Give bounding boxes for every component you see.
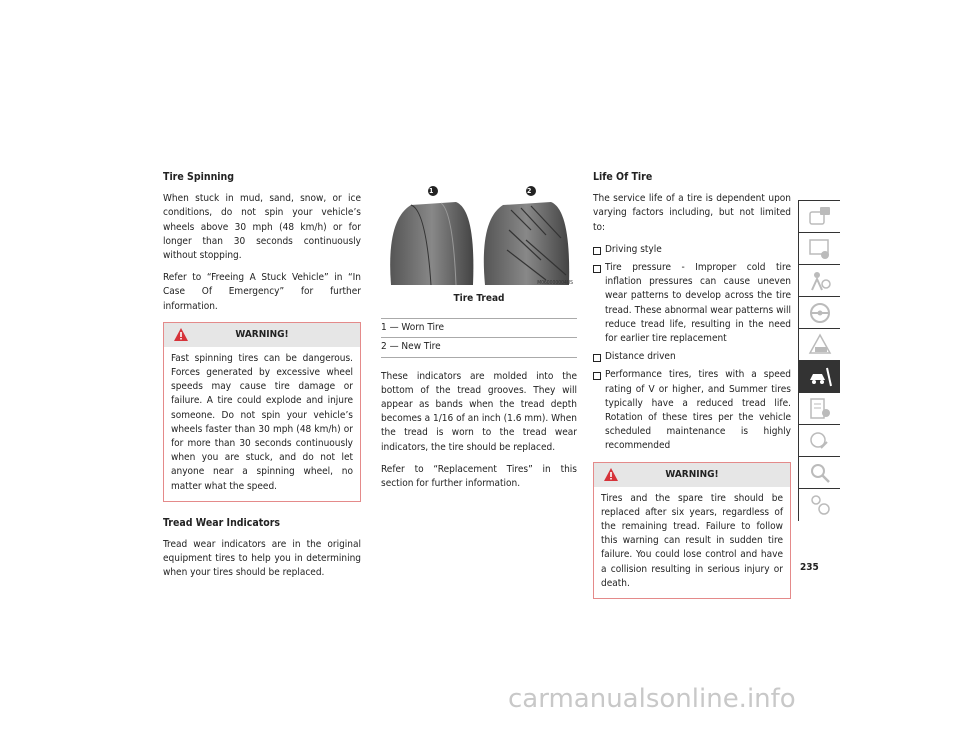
- tab-servicing[interactable]: [798, 360, 840, 393]
- tab-index[interactable]: [798, 456, 840, 489]
- emergency-icon: [807, 332, 833, 358]
- column-right: [593, 170, 791, 613]
- warning-text: Fast spinning tires can be dangerous. Forces generated by excessive wheel speeds may cause tire damage or failure. A tire could explode and injure someone. Do not spin your vehicle’s wheels faster than 30 mph (48 km/h) or for more than 30 seconds continuously when you are stuck, and do not let anyone near a spinning wheel, no matter what the speed.: [171, 352, 353, 492]
- list-item: Driving style: [593, 243, 791, 257]
- checkbox-bullet-icon: [593, 247, 601, 255]
- callout-1: 1: [429, 187, 434, 195]
- list-item: Performance tires, tires with a speed rating of V or higher, and Summer tires typically have a reduced tread life. Rotation of these tires per the vehicle scheduled maintenance is highly recommended: [593, 368, 791, 453]
- page-number: 235: [800, 562, 819, 573]
- heading-life-of-tire: Life Of Tire: [593, 171, 653, 183]
- specifications-icon: [807, 396, 833, 422]
- bullet-list: [593, 243, 791, 454]
- figure-code: M060000004US: [537, 279, 573, 286]
- figure-legend: [381, 318, 577, 357]
- warning-title: WARNING!: [665, 468, 719, 480]
- tab-language[interactable]: [798, 488, 840, 521]
- warning-triangle-icon: [174, 328, 188, 341]
- tab-multimedia[interactable]: [798, 424, 840, 457]
- heading-tread-wear-indicators: Tread Wear Indicators: [163, 516, 281, 529]
- chapter-tabs: [798, 200, 840, 520]
- warning-header: [594, 463, 790, 487]
- paragraph: These indicators are molded into the bottom of the tread grooves. They will appear as bands when the tread depth becomes a 1/16 of an inch (1.6 mm). When the tread is worn to the tread wear indicators, the tire should be replaced.: [381, 370, 577, 453]
- tire-tread-figure: [381, 180, 577, 290]
- list-item: Distance driven: [593, 350, 791, 364]
- controls-icon: [807, 236, 833, 262]
- tire-tread-illustration: [381, 180, 577, 290]
- legend-item: 1 — Worn Tire: [381, 319, 577, 338]
- tab-driving[interactable]: [798, 296, 840, 329]
- tab-emergency[interactable]: [798, 328, 840, 361]
- paragraph: The service life of a tire is dependent upon varying factors including, but not limited to:: [593, 193, 791, 233]
- warning-box: [593, 462, 791, 599]
- search-index-icon: [807, 460, 833, 486]
- paragraph: Refer to “Freeing A Stuck Vehicle” in “In Case Of Emergency” for further information.: [163, 272, 361, 312]
- watermark: carmanualsonline.info: [508, 684, 796, 714]
- heading-tire-spinning: Tire Spinning: [163, 171, 235, 183]
- language-icon: [807, 492, 833, 518]
- tab-safety[interactable]: [798, 264, 840, 297]
- checkbox-bullet-icon: [593, 372, 601, 380]
- steering-wheel-icon: [807, 300, 833, 326]
- checkbox-bullet-icon: [593, 265, 601, 273]
- warning-text: Tires and the spare tire should be replaced after six years, regardless of the remaining tread. Failure to follow this warning can result in sudden tire failure. You could lose control and have a collision resulting in serious injury or death.: [601, 492, 783, 589]
- getting-started-icon: [807, 204, 833, 230]
- tab-controls[interactable]: [798, 232, 840, 265]
- warning-box: [163, 322, 361, 502]
- figure-caption: Tire Tread: [453, 293, 505, 304]
- warning-header: [164, 323, 360, 347]
- list-item: Tire pressure - Improper cold tire inflation pressures can cause uneven wear patterns to develop across the tire tread. These abnormal wear patterns will reduce tread life, resulting in the need for earlier tire replacement: [593, 261, 791, 346]
- warning-triangle-icon: [604, 468, 618, 481]
- paragraph: Tread wear indicators are in the original equipment tires to help you in determining when your tires should be replaced.: [163, 539, 361, 579]
- column-left: [163, 170, 361, 589]
- multimedia-icon: [807, 428, 833, 454]
- tab-specifications[interactable]: [798, 392, 840, 425]
- paragraph: When stuck in mud, sand, snow, or ice conditions, do not spin your vehicle’s wheels above 30 mph (48 km/h) or for longer than 30 seconds continuously without stopping.: [163, 193, 361, 262]
- service-icon: [807, 364, 833, 390]
- column-middle: [381, 180, 577, 499]
- checkbox-bullet-icon: [593, 354, 601, 362]
- paragraph: Refer to “Replacement Tires” in this section for further information.: [381, 463, 577, 490]
- warning-title: WARNING!: [235, 328, 289, 340]
- safety-icon: [807, 268, 833, 294]
- legend-item: 2 — New Tire: [381, 338, 577, 357]
- callout-2: 2: [527, 187, 532, 195]
- tab-getting-started[interactable]: [798, 200, 840, 233]
